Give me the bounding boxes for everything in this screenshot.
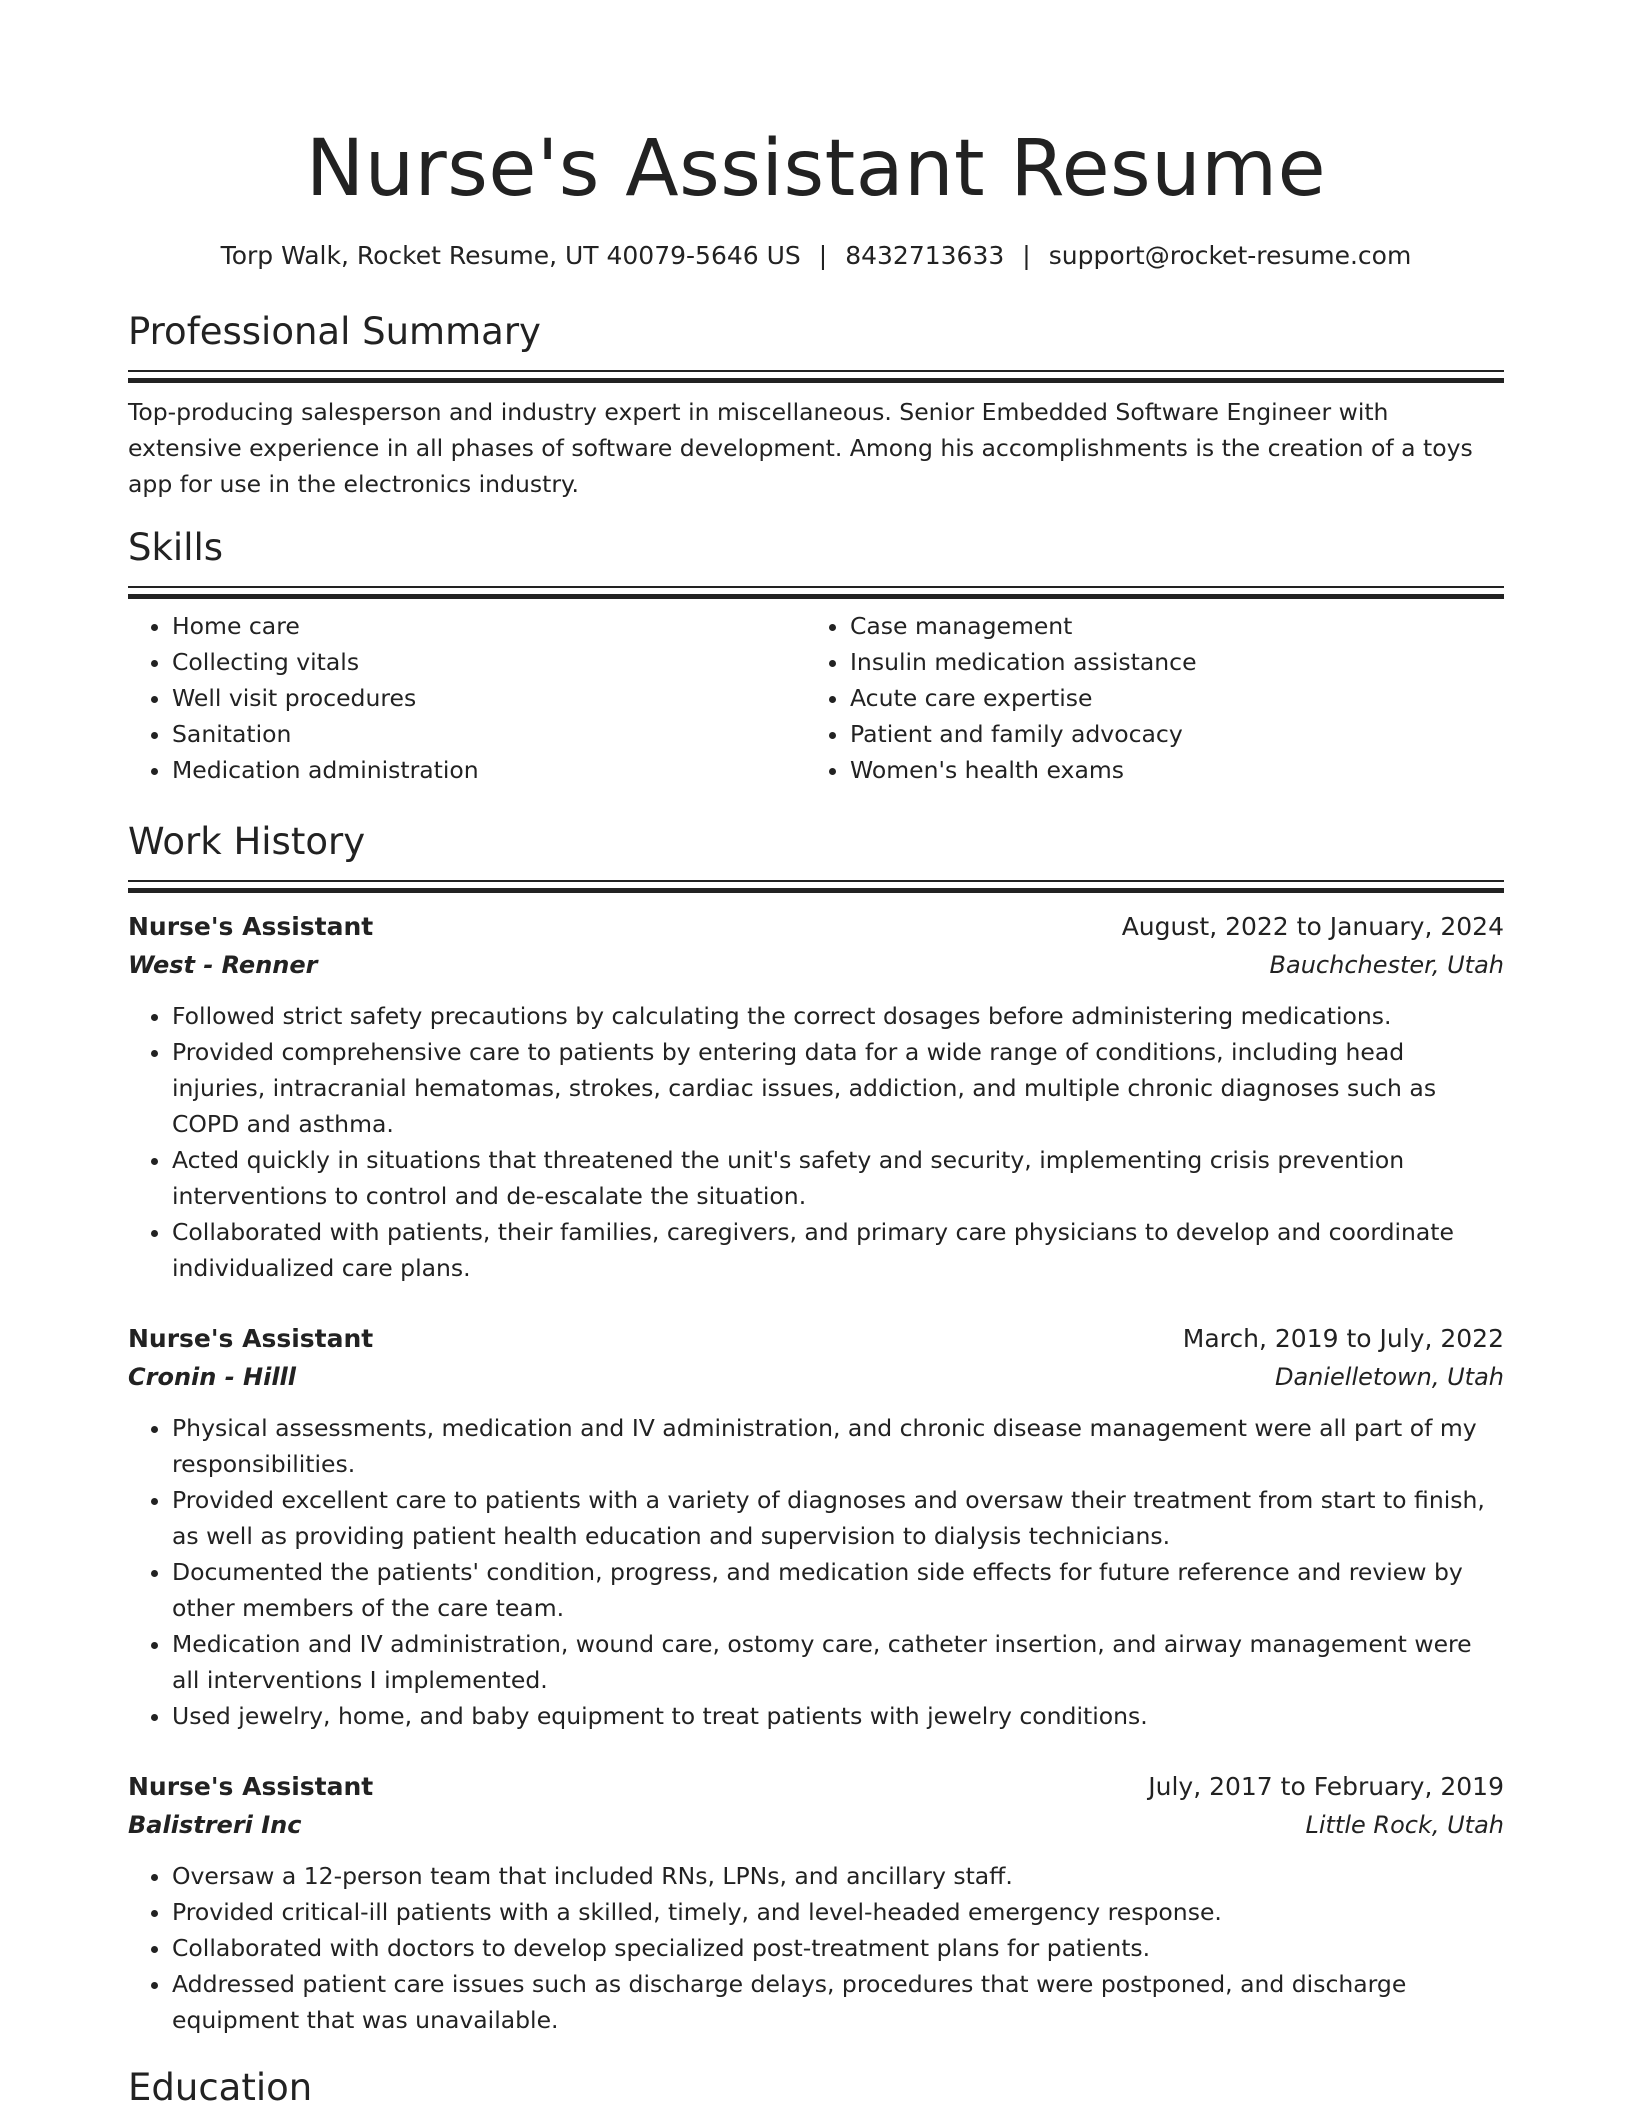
job-location: Danielletown, Utah xyxy=(1274,1363,1504,1391)
duty-item: • Physical assessments, medication and IV administration, and chronic disease management were all part of my responsibilities. xyxy=(172,1410,1504,1482)
job-duties xyxy=(128,1410,1504,1734)
job-dates: March, 2019 to July, 2022 xyxy=(1182,1324,1504,1353)
job-location: Little Rock, Utah xyxy=(1305,1811,1504,1839)
section-divider xyxy=(128,880,1504,894)
job-entry xyxy=(128,908,1504,1286)
summary-section xyxy=(128,308,1504,502)
duty-item: • Collaborated with doctors to develop specialized post-treatment plans for patients. xyxy=(172,1930,1504,1966)
job-duties xyxy=(128,998,1504,1286)
skills-column-left xyxy=(128,608,806,788)
contact-phone: 8432713633 xyxy=(845,241,1005,270)
job-header-row xyxy=(128,1320,1504,1358)
skill-item: • Sanitation xyxy=(172,716,806,752)
skills-section xyxy=(128,524,1504,788)
skills-grid xyxy=(128,608,1504,788)
contact-separator: | xyxy=(818,241,828,270)
job-company: Balistreri Inc xyxy=(128,1811,302,1839)
skill-item: • Medication administration xyxy=(172,752,806,788)
job-dates: August, 2022 to January, 2024 xyxy=(1121,912,1504,941)
job-company: Cronin - Hilll xyxy=(128,1363,296,1391)
resume-title: Nurse's Assistant Resume xyxy=(305,124,1327,214)
work-history-heading: Work History xyxy=(128,820,366,863)
skill-item: • Collecting vitals xyxy=(172,644,806,680)
contact-separator: | xyxy=(1022,241,1031,270)
contact-email[interactable]: support@rocket-resume.com xyxy=(1048,241,1412,270)
job-header-row xyxy=(128,1768,1504,1806)
skill-item: • Case management xyxy=(850,608,1484,644)
skills-column-right xyxy=(806,608,1484,788)
job-location: Bauchchester, Utah xyxy=(1269,951,1504,979)
duty-item: • Provided excellent care to patients with a variety of diagnoses and oversaw their treatment from start to finish, as well as providing patient health education and supervision to dialysis technicians. xyxy=(172,1482,1504,1554)
job-title: Nurse's Assistant xyxy=(128,912,374,941)
duty-item: • Oversaw a 12-person team that included RNs, LPNs, and ancillary staff. xyxy=(172,1858,1504,1894)
duty-item: • Collaborated with patients, their families, caregivers, and primary care physicians to develop and coordinate individualized care plans. xyxy=(172,1214,1504,1286)
summary-heading: Professional Summary xyxy=(128,310,541,353)
education-section xyxy=(128,2064,1504,2112)
work-history-section xyxy=(128,818,1504,2038)
contact-line xyxy=(128,238,1504,274)
skill-item: • Patient and family advocacy xyxy=(850,716,1484,752)
skills-heading: Skills xyxy=(128,526,224,569)
duty-item: • Provided comprehensive care to patients by entering data for a wide range of conditions, including head injuries, intracranial hematomas, strokes, cardiac issues, addiction, and multiple chronic diagnoses such as COPD and asthma. xyxy=(172,1034,1504,1142)
resume-page xyxy=(128,118,1504,2112)
job-dates: July, 2017 to February, 2019 xyxy=(1148,1772,1504,1801)
job-entry xyxy=(128,1320,1504,1734)
skill-item: • Home care xyxy=(172,608,806,644)
duty-item: • Provided critical-ill patients with a skilled, timely, and level-headed emergency response. xyxy=(172,1894,1504,1930)
job-title: Nurse's Assistant xyxy=(128,1772,374,1801)
skill-item: • Acute care expertise xyxy=(850,680,1484,716)
job-employer-row xyxy=(128,1358,1504,1396)
summary-text: Top-producing salesperson and industry expert in miscellaneous. Senior Embedded Software Engineer with extensive experience in all phases of software development. Among his accomplishments is the creation of a toys app for use in the electronics industry. xyxy=(128,398,1473,498)
job-employer-row xyxy=(128,946,1504,984)
job-header-row xyxy=(128,908,1504,946)
skill-item: • Women's health exams xyxy=(850,752,1484,788)
duty-item: • Medication and IV administration, wound care, ostomy care, catheter insertion, and airway management were all interventions I implemented. xyxy=(172,1626,1504,1698)
section-divider xyxy=(128,370,1504,384)
job-title: Nurse's Assistant xyxy=(128,1324,374,1353)
contact-address: Torp Walk, Rocket Resume, UT 40079-5646 US xyxy=(220,241,801,270)
job-employer-row xyxy=(128,1806,1504,1844)
duty-item: • Documented the patients' condition, progress, and medication side effects for future reference and review by other members of the care team. xyxy=(172,1554,1504,1626)
duty-item: • Addressed patient care issues such as discharge delays, procedures that were postponed, and discharge equipment that was unavailable. xyxy=(172,1966,1504,2038)
section-divider xyxy=(128,586,1504,600)
skill-item: • Well visit procedures xyxy=(172,680,806,716)
job-entry xyxy=(128,1768,1504,2038)
education-heading: Education xyxy=(128,2066,313,2109)
duty-item: • Acted quickly in situations that threatened the unit's safety and security, implementing crisis prevention interventions to control and de-escalate the situation. xyxy=(172,1142,1504,1214)
job-duties xyxy=(128,1858,1504,2038)
job-company: West - Renner xyxy=(128,951,318,979)
duty-item: • Followed strict safety precautions by calculating the correct dosages before administering medications. xyxy=(172,998,1504,1034)
duty-item: • Used jewelry, home, and baby equipment to treat patients with jewelry conditions. xyxy=(172,1698,1504,1734)
skill-item: • Insulin medication assistance xyxy=(850,644,1484,680)
